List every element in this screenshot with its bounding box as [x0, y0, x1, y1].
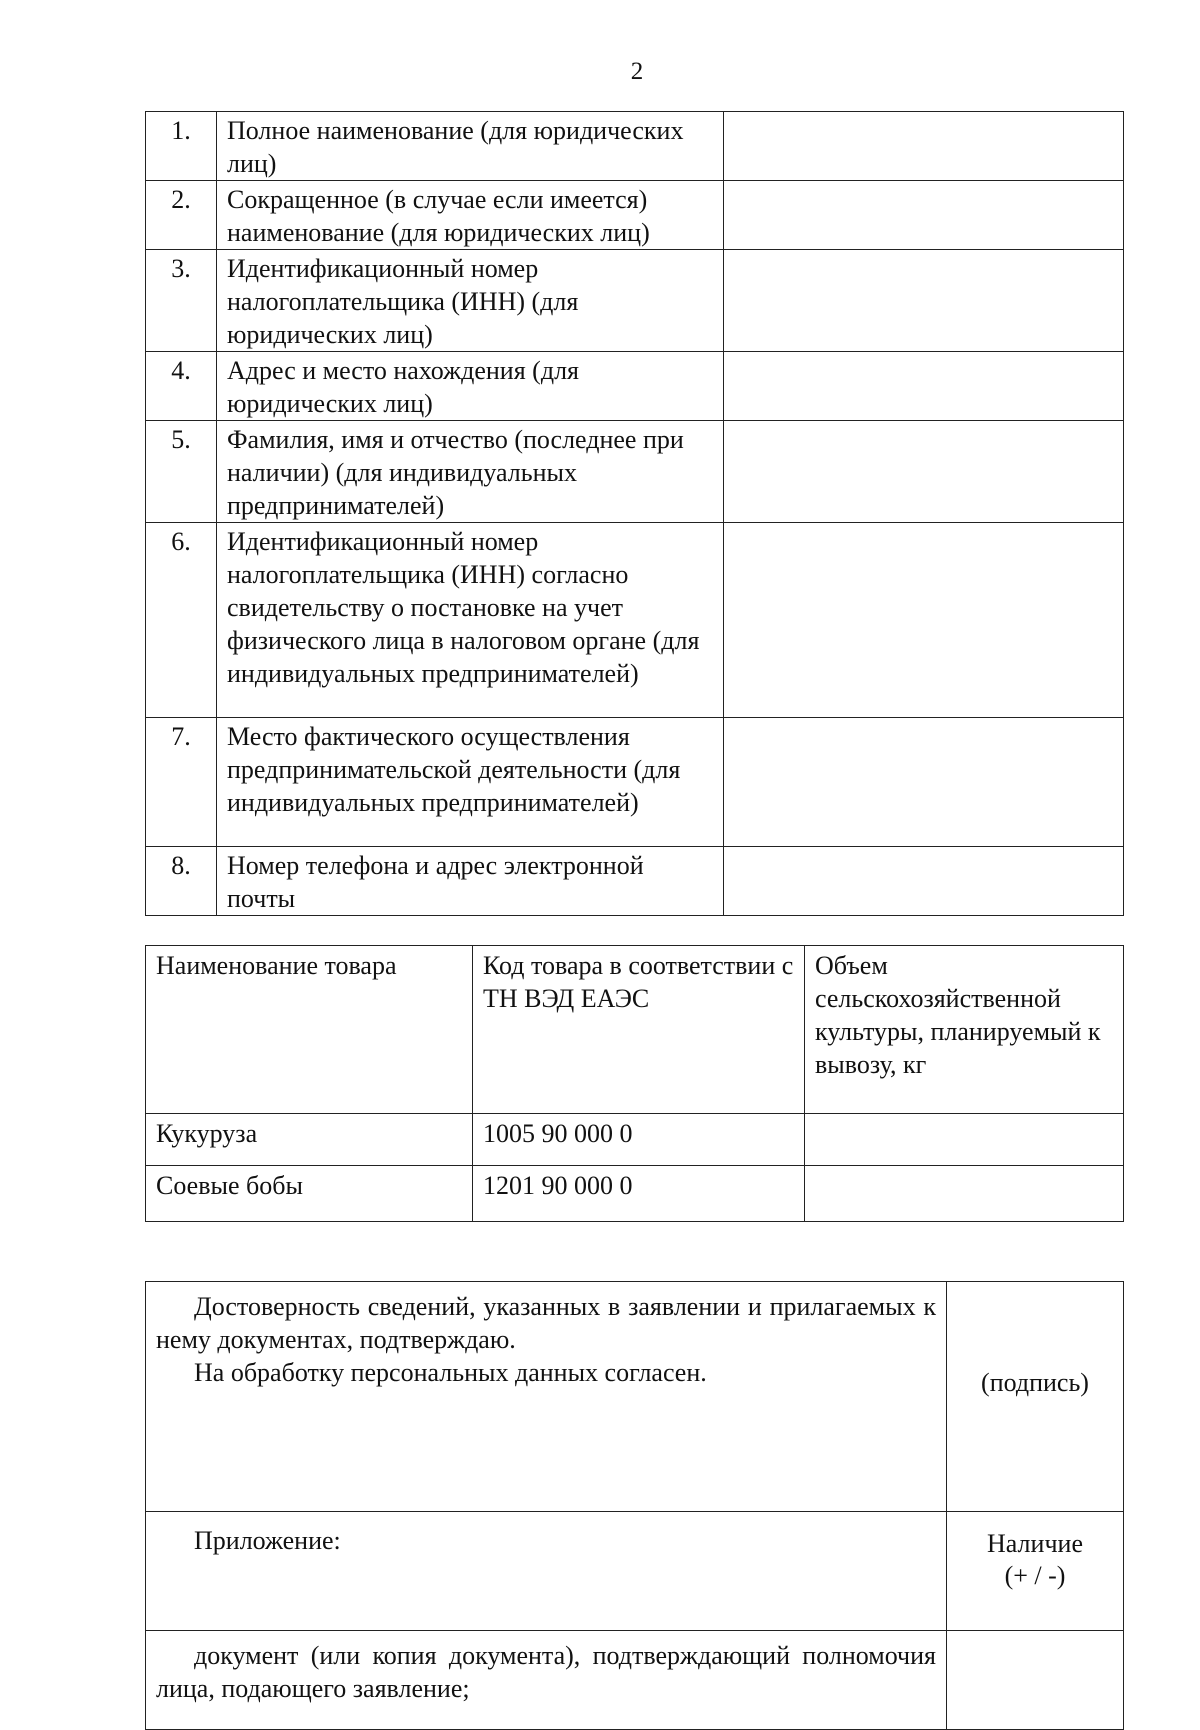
signature-cell[interactable]: (подпись) [947, 1282, 1124, 1512]
row-value-cell[interactable] [724, 352, 1124, 421]
table-row [146, 1166, 1124, 1222]
table-row [146, 1512, 1124, 1631]
accuracy-statement: Достоверность сведений, указанных в заявлении и прилагаемых к нему документах, подтверждаю. [156, 1292, 936, 1354]
row-number: 2. [146, 181, 217, 250]
row-label: Место фактического осуществления предпринимательской деятельности (для индивидуальных предпринимателей) [217, 718, 724, 847]
availability-label: Наличие [987, 1529, 1083, 1558]
availability-hint: (+ / -) [1004, 1561, 1066, 1590]
goods-table [145, 945, 1124, 1222]
row-label: Сокращенное (в случае если имеется) наименование (для юридических лиц) [217, 181, 724, 250]
row-value-cell[interactable] [724, 250, 1124, 352]
goods-volume-cell[interactable] [805, 1114, 1124, 1166]
attachment-label: Приложение: [194, 1526, 341, 1555]
applicant-info-table [145, 111, 1124, 916]
goods-volume-cell[interactable] [805, 1166, 1124, 1222]
row-number: 6. [146, 523, 217, 718]
page-number: 2 [630, 58, 644, 85]
row-value-cell[interactable] [724, 523, 1124, 718]
row-number: 1. [146, 112, 217, 181]
row-label: Полное наименование (для юридических лиц) [217, 112, 724, 181]
consent-statement: На обработку персональных данных согласен. [194, 1358, 707, 1387]
availability-header-cell [947, 1512, 1124, 1631]
row-value-cell[interactable] [724, 421, 1124, 523]
row-label: Идентификационный номер налогоплательщика (ИНН) согласно свидетельству о постановке на учет физического лица в налоговом органе (для индивидуальных предпринимателей) [217, 523, 724, 718]
row-value-cell[interactable] [724, 112, 1124, 181]
row-label: Фамилия, имя и отчество (последнее при наличии) (для индивидуальных предпринимателей) [217, 421, 724, 523]
table-row [146, 847, 1124, 916]
goods-name: Кукуруза [146, 1114, 473, 1166]
attachment-item-cell [146, 1631, 947, 1730]
row-label: Идентификационный номер налогоплательщика (ИНН) (для юридических лиц) [217, 250, 724, 352]
attachment-label-cell [146, 1512, 947, 1631]
goods-code: 1201 90 000 0 [473, 1166, 805, 1222]
table-row [146, 250, 1124, 352]
table-row [146, 352, 1124, 421]
table-row [146, 112, 1124, 181]
table-row [146, 1631, 1124, 1730]
row-number: 7. [146, 718, 217, 847]
table-row [146, 181, 1124, 250]
table-header-row [146, 946, 1124, 1114]
goods-name: Соевые бобы [146, 1166, 473, 1222]
row-label: Номер телефона и адрес электронной почты [217, 847, 724, 916]
row-number: 3. [146, 250, 217, 352]
header-goods-name: Наименование товара [146, 946, 473, 1114]
table-row [146, 718, 1124, 847]
table-row [146, 1282, 1124, 1512]
attachment-availability-cell[interactable] [947, 1631, 1124, 1730]
table-row [146, 421, 1124, 523]
table-row [146, 523, 1124, 718]
row-value-cell[interactable] [724, 847, 1124, 916]
row-label: Адрес и место нахождения (для юридических лиц) [217, 352, 724, 421]
confirmation-text-cell [146, 1282, 947, 1512]
row-number: 4. [146, 352, 217, 421]
header-goods-volume: Объем сельскохозяйственной культуры, планируемый к вывозу, кг [805, 946, 1124, 1114]
confirmation-table [145, 1281, 1124, 1730]
goods-code: 1005 90 000 0 [473, 1114, 805, 1166]
table-row [146, 1114, 1124, 1166]
row-value-cell[interactable] [724, 718, 1124, 847]
header-goods-code: Код товара в соответствии с ТН ВЭД ЕАЭС [473, 946, 805, 1114]
row-value-cell[interactable] [724, 181, 1124, 250]
row-number: 5. [146, 421, 217, 523]
row-number: 8. [146, 847, 217, 916]
attachment-document-item: документ (или копия документа), подтверждающий полномочия лица, подающего заявление; [156, 1641, 936, 1703]
